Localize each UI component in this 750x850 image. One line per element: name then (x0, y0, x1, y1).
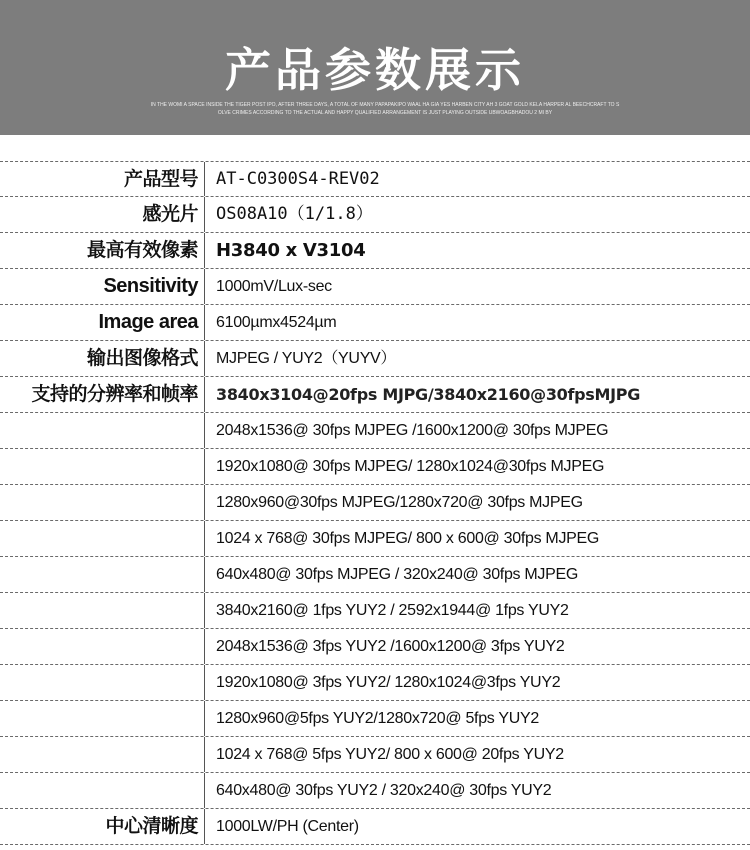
spec-value: 640x480@ 30fps MJPEG / 320x240@ 30fps MJPEG (216, 566, 578, 583)
spec-label: 输出图像格式 (0, 341, 205, 376)
spec-label (0, 701, 205, 736)
spec-label: 支持的分辨率和帧率 (0, 377, 205, 412)
spec-label (0, 665, 205, 700)
spec-row (0, 773, 750, 809)
spec-value: 1024 x 768@ 30fps MJPEG/ 800 x 600@ 30fps MJPEG (216, 530, 600, 547)
spec-label (0, 737, 205, 772)
spec-row (0, 521, 750, 557)
spec-value: 2048x1536@ 3fps YUY2 /1600x1200@ 3fps YUY2 (216, 638, 565, 655)
spec-row (0, 305, 750, 341)
spacer (0, 135, 750, 161)
spec-label (0, 629, 205, 664)
spec-table (0, 161, 750, 845)
spec-label: Sensitivity (0, 269, 205, 304)
spec-value: 1920x1080@ 30fps MJPEG/ 1280x1024@30fps MJPEG (216, 458, 605, 475)
spec-label (0, 485, 205, 520)
spec-value: 1280x960@30fps MJPEG/1280x720@ 30fps MJPEG (216, 494, 583, 511)
spec-label (0, 593, 205, 628)
header-banner (0, 0, 750, 135)
spec-value: 1000LW/PH (Center) (216, 818, 359, 835)
spec-value: 640x480@ 30fps YUY2 / 320x240@ 30fps YUY2 (216, 782, 552, 799)
spec-value: 2048x1536@ 30fps MJPEG /1600x1200@ 30fps MJPEG (216, 422, 609, 439)
spec-value: AT-C0300S4-REV02 (216, 169, 380, 189)
spec-value: 1280x960@5fps YUY2/1280x720@ 5fps YUY2 (216, 710, 539, 727)
spec-label (0, 773, 205, 808)
spec-label (0, 557, 205, 592)
spec-row (0, 377, 750, 413)
spec-value: 1000mV/Lux-sec (216, 278, 332, 295)
spec-row (0, 557, 750, 593)
spec-row (0, 809, 750, 845)
spec-row (0, 629, 750, 665)
spec-row (0, 737, 750, 773)
spec-row (0, 701, 750, 737)
spec-label: 最高有效像素 (0, 233, 205, 268)
spec-value: OS08A10（1/1.8） (216, 204, 373, 224)
spec-row (0, 593, 750, 629)
spec-label (0, 521, 205, 556)
spec-value: H3840 x V3104 (216, 240, 366, 261)
spec-label: Image area (0, 305, 205, 340)
spec-row (0, 665, 750, 701)
banner-subtitle: IN THE WOMI A SPACE INSIDE THE TIGER POST IPO, AFTER THREE DAYS, A TOTAL OF MANY PAPAPAKIPO WAAL HA GIA YES HARBEN CITY AH 3 GOAT GOLD KELA HARPER AL BEECHCRAFT TO S OLVE CRIMES ACCORDING TO THE ACTUAL AND HAPPY QUALIFIED ARRANGEMENT IS JUST PLAYING OUTSIDE UBWOAGBHADOU 2 MI BY (150, 102, 620, 116)
spec-row (0, 161, 750, 197)
spec-row (0, 485, 750, 521)
spec-row (0, 413, 750, 449)
spec-row (0, 449, 750, 485)
spec-row (0, 197, 750, 233)
spec-label: 产品型号 (0, 162, 205, 196)
spec-label: 中心清晰度 (0, 809, 205, 844)
spec-label (0, 413, 205, 448)
spec-row (0, 341, 750, 377)
spec-value: 1024 x 768@ 5fps YUY2/ 800 x 600@ 20fps YUY2 (216, 746, 564, 763)
spec-value: MJPEG / YUY2（YUYV） (216, 350, 397, 367)
spec-row (0, 269, 750, 305)
spec-value: 6100µmx4524µm (216, 314, 337, 331)
spec-value: 3840x3104@20fps MJPG/3840x2160@30fpsMJPG (216, 385, 641, 404)
spec-label (0, 449, 205, 484)
spec-value: 1920x1080@ 3fps YUY2/ 1280x1024@3fps YUY2 (216, 674, 561, 691)
page-title: 产品参数展示 (225, 43, 525, 97)
spec-value: 3840x2160@ 1fps YUY2 / 2592x1944@ 1fps YUY2 (216, 602, 569, 619)
spec-label: 感光片 (0, 197, 205, 232)
spec-row (0, 233, 750, 269)
